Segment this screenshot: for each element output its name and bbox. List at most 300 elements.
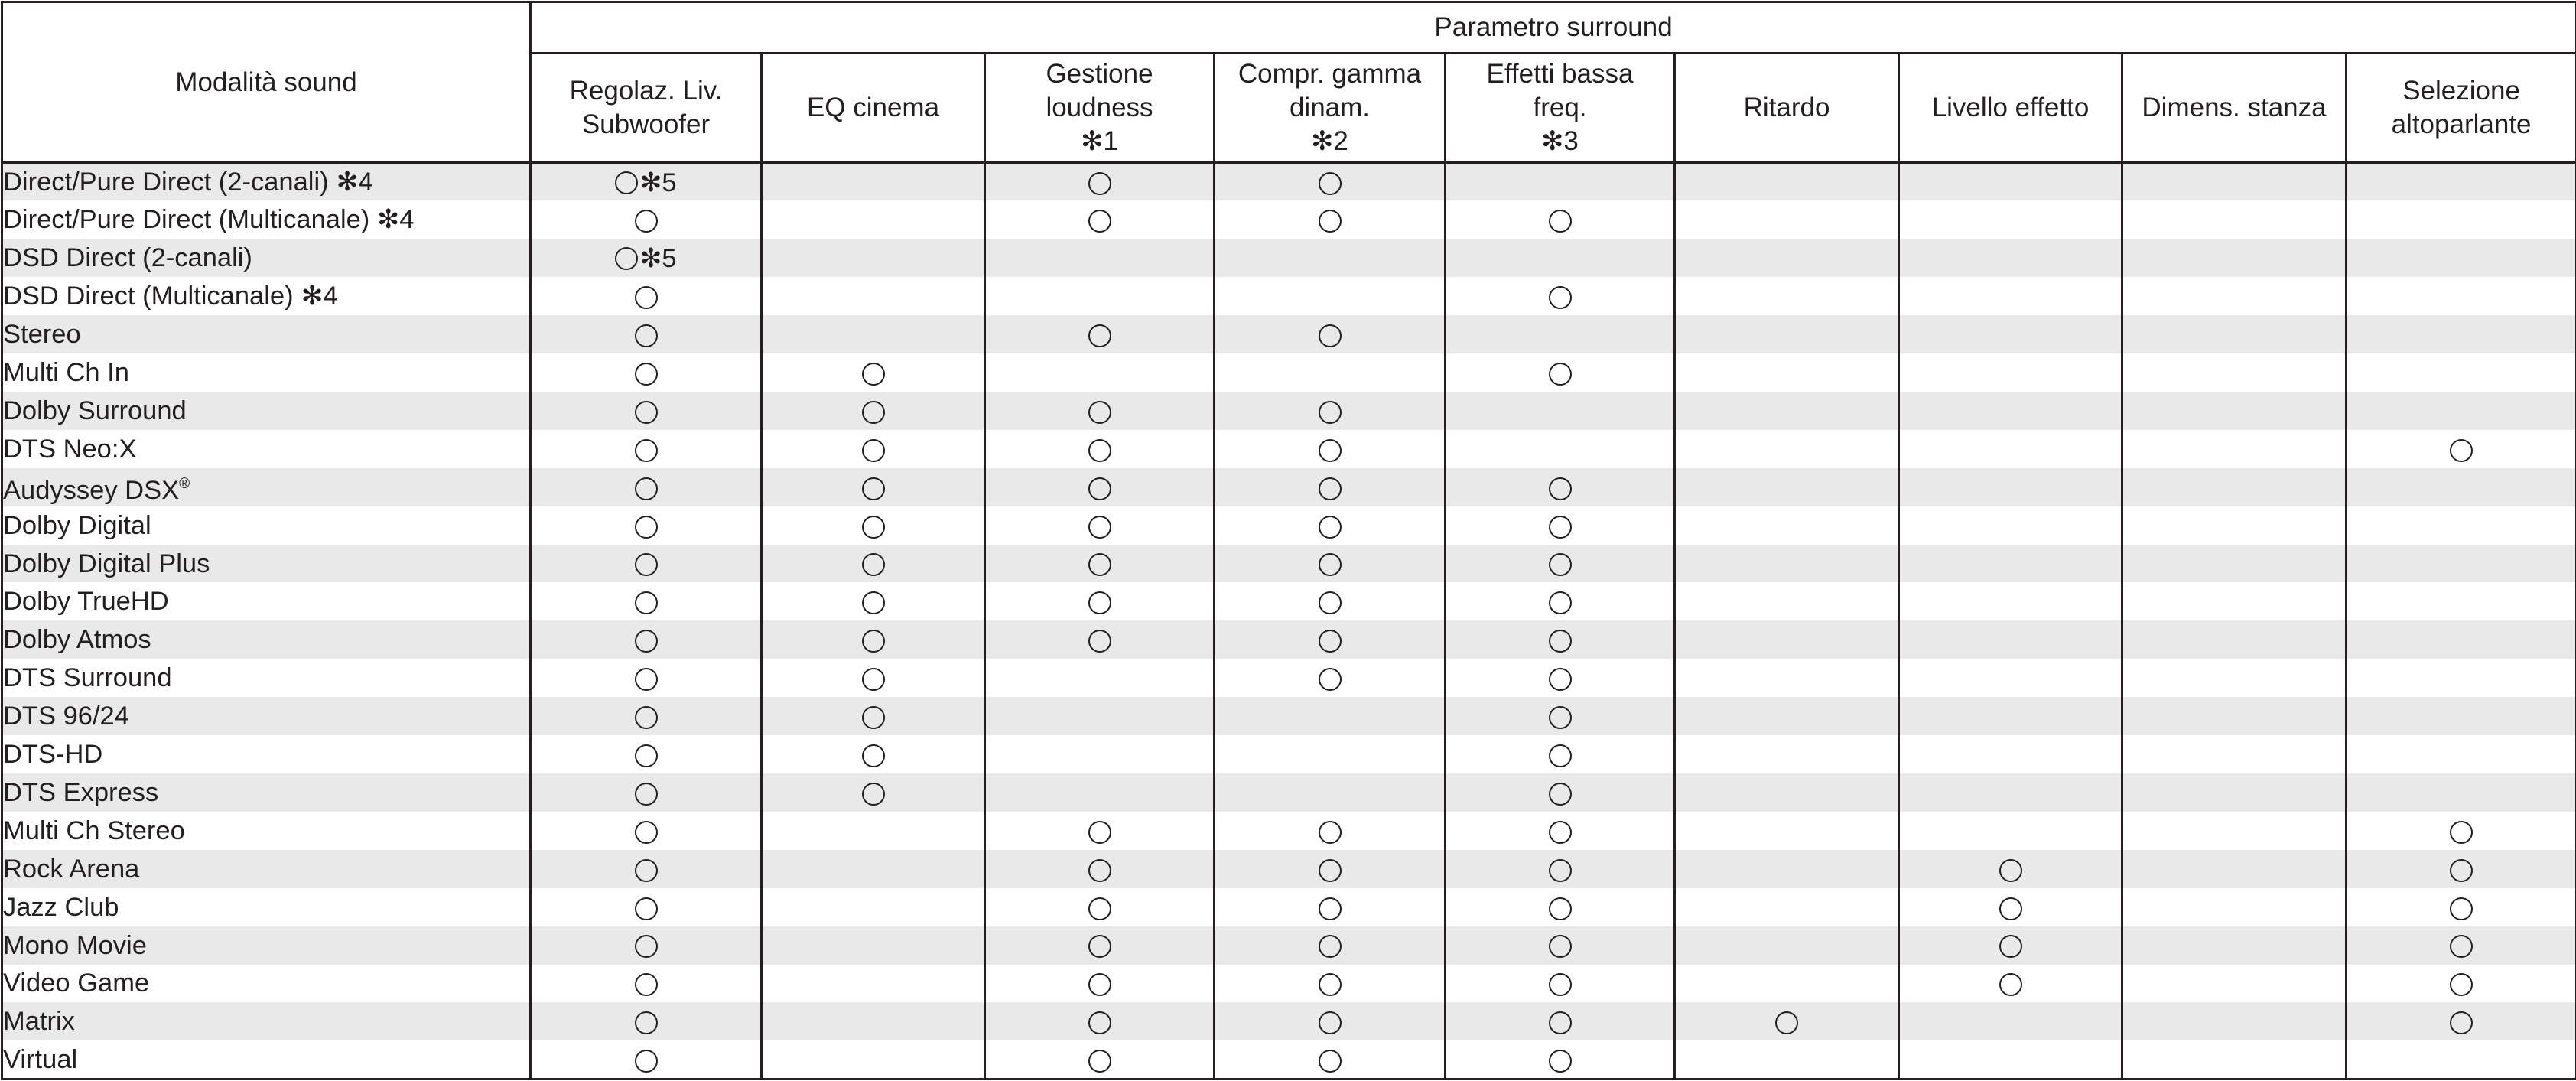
column-header-line: Selezione <box>2402 76 2520 106</box>
parameter-cell-cinema-eq <box>762 545 985 583</box>
available-circle-icon <box>635 363 658 386</box>
available-circle-icon <box>1549 859 1572 882</box>
sound-mode-label: DTS Neo:X <box>3 434 137 464</box>
parameter-cell-cinema-eq <box>762 468 985 506</box>
available-circle-icon <box>1088 516 1111 539</box>
parameter-cell-effect-level <box>1899 812 2122 850</box>
table-row <box>2 353 2576 392</box>
parameter-cell-loudness-management <box>985 163 1215 201</box>
column-header-line: ✻3 <box>1541 126 1579 156</box>
parameter-cell-speaker-selection <box>2347 353 2576 392</box>
sound-mode-cell <box>2 850 531 888</box>
available-circle-icon <box>862 439 885 462</box>
available-circle-icon <box>1549 821 1572 844</box>
parameter-cell-speaker-selection <box>2347 392 2576 430</box>
available-circle-icon <box>1999 935 2022 958</box>
parameter-cell-speaker-selection <box>2347 430 2576 468</box>
parameter-cell-speaker-selection <box>2347 200 2576 239</box>
parameter-cell-room-size <box>2122 353 2347 392</box>
parameter-cell-speaker-selection <box>2347 582 2576 620</box>
parameter-cell-loudness-management <box>985 392 1215 430</box>
parameter-cell-subwoofer-level <box>531 773 762 812</box>
available-circle-icon <box>635 744 658 767</box>
sound-mode-label: DTS Express <box>3 777 159 807</box>
parameter-cell-loudness-management <box>985 659 1215 697</box>
column-header-delay <box>1675 54 1899 163</box>
parameter-cell-low-frequency-effects <box>1446 1040 1675 1079</box>
parameter-cell-room-size <box>2122 888 2347 926</box>
parameter-cell-low-frequency-effects <box>1446 277 1675 315</box>
parameter-cell-effect-level <box>1899 850 2122 888</box>
parameter-cell-room-size <box>2122 620 2347 659</box>
available-circle-icon <box>635 668 658 691</box>
parameter-cell-delay <box>1675 506 1899 545</box>
parameter-cell-cinema-eq <box>762 697 985 735</box>
available-circle-icon <box>1549 973 1572 996</box>
parameter-cell-cinema-eq <box>762 735 985 773</box>
parameter-cell-cinema-eq <box>762 1002 985 1040</box>
parameter-cell-loudness-management <box>985 735 1215 773</box>
parameter-cell-effect-level <box>1899 277 2122 315</box>
parameter-cell-dynamic-range-compression <box>1215 200 1446 239</box>
sound-mode-label: Rock Arena <box>3 854 140 884</box>
parameter-cell-loudness-management <box>985 200 1215 239</box>
available-circle-icon <box>1088 897 1111 920</box>
sound-mode-label: DSD Direct (2-canali) <box>3 243 252 273</box>
available-circle-icon <box>862 363 885 386</box>
available-circle-icon <box>1549 516 1572 539</box>
parameter-cell-loudness-management <box>985 888 1215 926</box>
available-circle-icon <box>615 247 638 270</box>
parameter-cell-low-frequency-effects <box>1446 392 1675 430</box>
column-header-dynamic-range-compression <box>1215 54 1446 163</box>
parameter-cell-delay <box>1675 659 1899 697</box>
parameter-cell-subwoofer-level <box>531 468 762 506</box>
parameter-cell-low-frequency-effects <box>1446 353 1675 392</box>
parameter-cell-cinema-eq <box>762 430 985 468</box>
available-circle-icon <box>1088 821 1111 844</box>
available-circle-icon <box>1549 706 1572 729</box>
parameter-cell-dynamic-range-compression <box>1215 506 1446 545</box>
column-header-cinema-eq <box>762 54 985 163</box>
parameter-cell-delay <box>1675 353 1899 392</box>
parameter-cell-loudness-management <box>985 468 1215 506</box>
parameter-cell-effect-level <box>1899 926 2122 965</box>
parameter-cell-cinema-eq <box>762 353 985 392</box>
parameter-cell-room-size <box>2122 1040 2347 1079</box>
available-circle-icon <box>2450 897 2473 920</box>
parameter-cell-cinema-eq <box>762 200 985 239</box>
column-header-line: Ritardo <box>1743 93 1830 122</box>
column-header-line: altoparlante <box>2391 109 2532 139</box>
parameter-cell-cinema-eq <box>762 812 985 850</box>
parameter-cell-cinema-eq <box>762 392 985 430</box>
parameter-cell-dynamic-range-compression <box>1215 1040 1446 1079</box>
parameter-cell-loudness-management <box>985 926 1215 965</box>
sound-mode-cell <box>2 773 531 812</box>
sound-mode-cell <box>2 163 531 201</box>
available-circle-icon <box>1088 1050 1111 1073</box>
available-circle-icon <box>1088 591 1111 614</box>
sound-mode-label: Dolby Atmos <box>3 625 151 655</box>
parameter-cell-subwoofer-level <box>531 315 762 353</box>
sound-mode-cell <box>2 965 531 1003</box>
available-circle-icon <box>1088 439 1111 462</box>
available-circle-icon <box>2450 935 2473 958</box>
parameter-cell-delay <box>1675 545 1899 583</box>
available-circle-icon <box>2450 439 2473 462</box>
sound-mode-label: Matrix <box>3 1007 75 1037</box>
sound-mode-cell <box>2 926 531 965</box>
parameter-cell-room-size <box>2122 239 2347 277</box>
available-circle-icon <box>1088 859 1111 882</box>
parameter-cell-low-frequency-effects <box>1446 163 1675 201</box>
parameter-cell-speaker-selection <box>2347 506 2576 545</box>
available-circle-icon <box>2450 973 2473 996</box>
parameter-cell-subwoofer-level <box>531 506 762 545</box>
parameter-cell-subwoofer-level <box>531 239 762 277</box>
table-row <box>2 850 2576 888</box>
available-circle-icon <box>635 477 658 500</box>
parameter-cell-cinema-eq <box>762 277 985 315</box>
column-header-line: freq. <box>1533 93 1587 122</box>
available-circle-icon <box>1549 1050 1572 1073</box>
sound-mode-label: Stereo <box>3 320 81 350</box>
parameter-cell-delay <box>1675 773 1899 812</box>
parameter-cell-effect-level <box>1899 620 2122 659</box>
sound-mode-label: Virtual <box>3 1044 78 1074</box>
parameter-cell-effect-level <box>1899 163 2122 201</box>
table-row <box>2 506 2576 545</box>
sound-mode-cell <box>2 1040 531 1079</box>
parameter-cell-low-frequency-effects <box>1446 545 1675 583</box>
parameter-cell-loudness-management <box>985 697 1215 735</box>
parameter-cell-delay <box>1675 239 1899 277</box>
table-row <box>2 1002 2576 1040</box>
available-circle-icon <box>635 591 658 614</box>
parameter-cell-low-frequency-effects <box>1446 812 1675 850</box>
parameter-cell-subwoofer-level <box>531 735 762 773</box>
sound-mode-label: Dolby TrueHD <box>3 587 169 617</box>
parameter-cell-speaker-selection <box>2347 735 2576 773</box>
parameter-cell-cinema-eq <box>762 506 985 545</box>
available-circle-icon <box>1319 859 1342 882</box>
parameter-cell-dynamic-range-compression <box>1215 888 1446 926</box>
available-circle-icon <box>1088 630 1111 653</box>
available-circle-icon <box>635 516 658 539</box>
available-circle-icon <box>1999 859 2022 882</box>
sound-mode-cell <box>2 392 531 430</box>
parameter-cell-delay <box>1675 620 1899 659</box>
sound-mode-label: Video Game <box>3 969 150 998</box>
table-row <box>2 812 2576 850</box>
sound-mode-cell <box>2 659 531 697</box>
parameter-cell-subwoofer-level <box>531 582 762 620</box>
parameter-cell-delay <box>1675 926 1899 965</box>
parameter-cell-effect-level <box>1899 582 2122 620</box>
parameter-cell-subwoofer-level <box>531 277 762 315</box>
available-circle-icon <box>635 935 658 958</box>
parameter-cell-effect-level <box>1899 888 2122 926</box>
table-row <box>2 239 2576 277</box>
parameter-cell-subwoofer-level <box>531 850 762 888</box>
parameter-cell-low-frequency-effects <box>1446 430 1675 468</box>
parameter-cell-dynamic-range-compression <box>1215 468 1446 506</box>
parameter-cell-low-frequency-effects <box>1446 468 1675 506</box>
column-header-line: loudness <box>1046 93 1153 122</box>
column-header-line: ✻2 <box>1311 126 1348 156</box>
available-circle-icon <box>1319 401 1342 424</box>
parameter-cell-delay <box>1675 1040 1899 1079</box>
parameter-cell-dynamic-range-compression <box>1215 773 1446 812</box>
parameter-cell-loudness-management <box>985 812 1215 850</box>
sound-mode-cell <box>2 812 531 850</box>
sound-mode-label: DSD Direct (Multicanale) <box>3 282 294 311</box>
parameter-cell-cinema-eq <box>762 582 985 620</box>
available-circle-icon <box>1319 1050 1342 1073</box>
parameter-cell-loudness-management <box>985 850 1215 888</box>
parameter-cell-subwoofer-level <box>531 697 762 735</box>
parameter-cell-delay <box>1675 392 1899 430</box>
parameter-cell-room-size <box>2122 545 2347 583</box>
parameter-cell-low-frequency-effects <box>1446 582 1675 620</box>
parameter-cell-dynamic-range-compression <box>1215 965 1446 1003</box>
column-header-line: Regolaz. Liv. <box>569 76 723 106</box>
parameter-cell-loudness-management <box>985 430 1215 468</box>
parameter-cell-dynamic-range-compression <box>1215 277 1446 315</box>
table-row <box>2 392 2576 430</box>
parameter-cell-dynamic-range-compression <box>1215 659 1446 697</box>
available-circle-icon <box>1319 324 1342 347</box>
available-circle-icon <box>1549 744 1572 767</box>
parameter-cell-subwoofer-level <box>531 430 762 468</box>
available-circle-icon <box>1088 553 1111 576</box>
parameter-cell-cinema-eq <box>762 773 985 812</box>
sound-mode-label: Dolby Digital <box>3 510 151 540</box>
table-row <box>2 965 2576 1003</box>
parameter-cell-speaker-selection <box>2347 239 2576 277</box>
parameter-cell-low-frequency-effects <box>1446 506 1675 545</box>
column-header-line: Subwoofer <box>581 109 711 139</box>
parameter-cell-dynamic-range-compression <box>1215 392 1446 430</box>
available-circle-icon <box>1088 324 1111 347</box>
parameter-cell-dynamic-range-compression <box>1215 850 1446 888</box>
column-header-loudness-management <box>985 54 1215 163</box>
available-circle-icon <box>862 783 885 806</box>
available-circle-icon <box>1319 172 1342 195</box>
parameter-cell-effect-level <box>1899 659 2122 697</box>
parameter-cell-effect-level <box>1899 735 2122 773</box>
available-circle-icon <box>862 516 885 539</box>
parameter-cell-low-frequency-effects <box>1446 200 1675 239</box>
parameter-cell-room-size <box>2122 812 2347 850</box>
footnote-mark: ✻4 <box>301 282 338 311</box>
parameter-cell-subwoofer-level <box>531 620 762 659</box>
sound-mode-label: Mono Movie <box>3 930 147 960</box>
parameter-cell-room-size <box>2122 392 2347 430</box>
parameter-cell-speaker-selection <box>2347 773 2576 812</box>
parameter-cell-room-size <box>2122 468 2347 506</box>
available-circle-icon <box>1319 591 1342 614</box>
parameter-cell-cinema-eq <box>762 850 985 888</box>
available-circle-icon <box>1088 1011 1111 1034</box>
available-circle-icon <box>1088 935 1111 958</box>
parameter-cell-delay <box>1675 965 1899 1003</box>
available-circle-icon <box>635 1050 658 1073</box>
parameter-cell-speaker-selection <box>2347 1040 2576 1079</box>
table-row <box>2 1040 2576 1079</box>
parameter-cell-effect-level <box>1899 239 2122 277</box>
parameter-cell-loudness-management <box>985 965 1215 1003</box>
parameter-cell-delay <box>1675 200 1899 239</box>
parameter-cell-room-size <box>2122 850 2347 888</box>
available-circle-icon <box>635 783 658 806</box>
parameter-cell-cinema-eq <box>762 965 985 1003</box>
parameter-cell-dynamic-range-compression <box>1215 1002 1446 1040</box>
available-circle-icon <box>635 324 658 347</box>
sound-mode-cell <box>2 888 531 926</box>
available-circle-icon <box>1549 553 1572 576</box>
available-circle-icon <box>1549 363 1572 386</box>
parameter-cell-room-size <box>2122 506 2347 545</box>
parameter-cell-room-size <box>2122 315 2347 353</box>
parameter-cell-room-size <box>2122 659 2347 697</box>
available-circle-icon <box>1319 973 1342 996</box>
parameter-cell-speaker-selection <box>2347 163 2576 201</box>
available-circle-icon <box>1319 821 1342 844</box>
table-row <box>2 315 2576 353</box>
column-header-subwoofer-level <box>531 54 762 163</box>
available-circle-icon <box>1549 1011 1572 1034</box>
available-circle-icon <box>635 1011 658 1034</box>
available-circle-icon <box>862 744 885 767</box>
column-header-speaker-selection <box>2347 54 2576 163</box>
footnote-mark: ✻5 <box>639 168 677 198</box>
registered-mark: ® <box>179 475 190 492</box>
table-row <box>2 430 2576 468</box>
parameter-cell-dynamic-range-compression <box>1215 582 1446 620</box>
column-header-line: Gestione <box>1046 59 1153 89</box>
available-circle-icon <box>1319 516 1342 539</box>
available-circle-icon <box>2450 821 2473 844</box>
parameter-cell-delay <box>1675 582 1899 620</box>
sound-mode-cell <box>2 735 531 773</box>
sound-mode-cell <box>2 582 531 620</box>
parameter-cell-effect-level <box>1899 200 2122 239</box>
parameter-cell-speaker-selection <box>2347 926 2576 965</box>
parameter-cell-dynamic-range-compression <box>1215 353 1446 392</box>
sound-mode-label: DTS 96/24 <box>3 702 129 731</box>
parameter-cell-effect-level <box>1899 506 2122 545</box>
table-row <box>2 163 2576 201</box>
parameter-cell-effect-level <box>1899 353 2122 392</box>
parameter-cell-loudness-management <box>985 620 1215 659</box>
parameter-cell-subwoofer-level <box>531 392 762 430</box>
parameter-cell-subwoofer-level <box>531 1002 762 1040</box>
parameter-cell-subwoofer-level <box>531 163 762 201</box>
parameter-cell-speaker-selection <box>2347 277 2576 315</box>
parameter-cell-delay <box>1675 850 1899 888</box>
sound-mode-label: Direct/Pure Direct (Multicanale) <box>3 205 370 235</box>
sound-mode-label: Jazz Club <box>3 892 119 922</box>
available-circle-icon <box>1319 553 1342 576</box>
available-circle-icon <box>1549 783 1572 806</box>
parameter-cell-delay <box>1675 315 1899 353</box>
parameter-cell-low-frequency-effects <box>1446 239 1675 277</box>
parameter-cell-cinema-eq <box>762 926 985 965</box>
available-circle-icon <box>1775 1011 1798 1034</box>
parameter-cell-cinema-eq <box>762 315 985 353</box>
available-circle-icon <box>635 859 658 882</box>
available-circle-icon <box>635 439 658 462</box>
table-row <box>2 659 2576 697</box>
parameter-cell-low-frequency-effects <box>1446 850 1675 888</box>
available-circle-icon <box>1088 401 1111 424</box>
parameter-cell-effect-level <box>1899 315 2122 353</box>
sound-mode-cell <box>2 277 531 315</box>
parameter-cell-speaker-selection <box>2347 850 2576 888</box>
sound-mode-label: DTS-HD <box>3 740 103 770</box>
surround-parameter-table <box>1 1 2576 1080</box>
parameter-cell-loudness-management <box>985 1002 1215 1040</box>
available-circle-icon <box>862 668 885 691</box>
sound-mode-cell <box>2 353 531 392</box>
available-circle-icon <box>862 477 885 500</box>
parameter-cell-speaker-selection <box>2347 545 2576 583</box>
sound-mode-cell <box>2 430 531 468</box>
parameter-cell-speaker-selection <box>2347 620 2576 659</box>
table-row <box>2 888 2576 926</box>
column-header-low-frequency-effects <box>1446 54 1675 163</box>
table-row <box>2 735 2576 773</box>
parameter-cell-room-size <box>2122 926 2347 965</box>
available-circle-icon <box>635 821 658 844</box>
parameter-cell-speaker-selection <box>2347 659 2576 697</box>
available-circle-icon <box>2450 859 2473 882</box>
footnote-mark: ✻5 <box>639 244 677 274</box>
parameter-cell-low-frequency-effects <box>1446 735 1675 773</box>
parameter-cell-room-size <box>2122 430 2347 468</box>
column-header-line: ✻1 <box>1081 126 1118 156</box>
available-circle-icon <box>1319 935 1342 958</box>
parameter-cell-low-frequency-effects <box>1446 888 1675 926</box>
table-row <box>2 582 2576 620</box>
available-circle-icon <box>1999 897 2022 920</box>
available-circle-icon <box>635 553 658 576</box>
column-header-line: EQ cinema <box>806 93 940 122</box>
parameter-cell-cinema-eq <box>762 163 985 201</box>
sound-mode-cell <box>2 239 531 277</box>
parameter-cell-low-frequency-effects <box>1446 1002 1675 1040</box>
footnote-mark: ✻4 <box>336 168 373 197</box>
parameter-cell-effect-level <box>1899 468 2122 506</box>
table-row <box>2 277 2576 315</box>
parameter-cell-effect-level <box>1899 965 2122 1003</box>
parameter-cell-effect-level <box>1899 1040 2122 1079</box>
available-circle-icon <box>1549 630 1572 653</box>
parameter-cell-delay <box>1675 812 1899 850</box>
available-circle-icon <box>1319 668 1342 691</box>
parameter-cell-loudness-management <box>985 773 1215 812</box>
parameter-cell-cinema-eq <box>762 888 985 926</box>
parameter-cell-subwoofer-level <box>531 926 762 965</box>
parameter-cell-effect-level <box>1899 697 2122 735</box>
available-circle-icon <box>1549 477 1572 500</box>
parameter-cell-speaker-selection <box>2347 315 2576 353</box>
available-circle-icon <box>635 973 658 996</box>
parameter-cell-subwoofer-level <box>531 353 762 392</box>
available-circle-icon <box>1549 591 1572 614</box>
